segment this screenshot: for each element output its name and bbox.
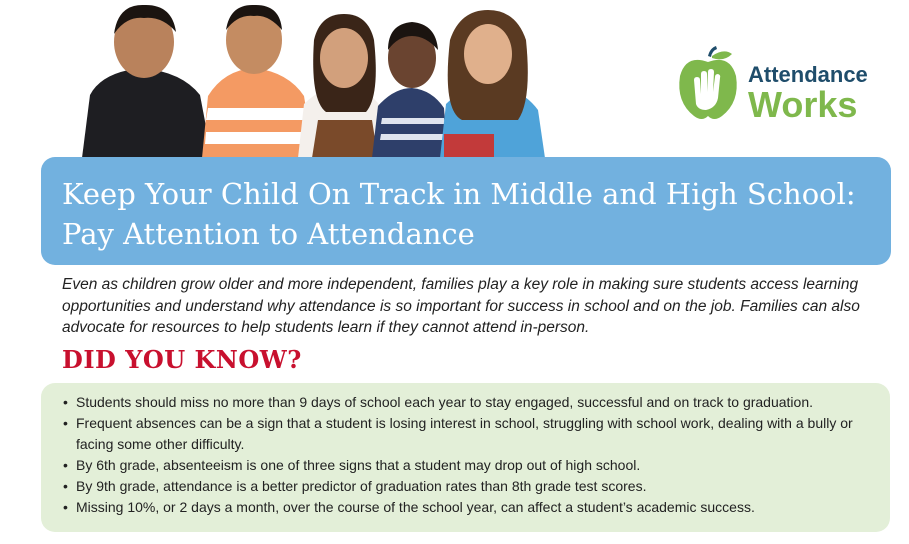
apple-hand-icon bbox=[676, 46, 740, 128]
page-title: Keep Your Child On Track in Middle and High School: Pay Attention to Attendance bbox=[62, 177, 856, 251]
logo-line-1: Attendance bbox=[748, 62, 868, 87]
facts-box bbox=[41, 383, 890, 532]
bullet-icon: • bbox=[63, 499, 68, 515]
intro-paragraph: Even as children grow older and more independent, families play a key role in making sure students access learning opportunities and understand why attendance is so important for success in school and on the job. Families can also advocate for resources to help students learn if they cannot attend in-person. bbox=[62, 276, 860, 336]
bullet-icon: • bbox=[63, 415, 68, 431]
fact-item bbox=[63, 476, 878, 497]
fact-item bbox=[63, 413, 878, 455]
logo-line-2: Works bbox=[748, 84, 858, 125]
title-banner bbox=[41, 157, 891, 265]
fact-item bbox=[63, 455, 878, 476]
fact-text: Frequent absences can be a sign that a student is losing interest in school, struggling with school work, dealing with a bully or facing some other difficulty. bbox=[76, 415, 853, 452]
fact-item bbox=[63, 497, 878, 518]
logo-wordmark bbox=[748, 64, 868, 123]
bullet-icon: • bbox=[63, 457, 68, 473]
attendance-works-logo bbox=[676, 46, 886, 128]
facts-list bbox=[63, 392, 878, 518]
students-photo bbox=[82, 0, 545, 158]
fact-text: Students should miss no more than 9 days of school each year to stay engaged, successful and on track to graduation. bbox=[76, 394, 813, 410]
students-photo-illustration bbox=[82, 0, 545, 158]
fact-text: By 6th grade, absenteeism is one of three signs that a student may drop out of high school. bbox=[76, 457, 641, 473]
fact-text: By 9th grade, attendance is a better predictor of graduation rates than 8th grade test scores. bbox=[76, 478, 647, 494]
fact-text: Missing 10%, or 2 days a month, over the course of the school year, can affect a student’s academic success. bbox=[76, 499, 755, 515]
fact-item bbox=[63, 392, 878, 413]
did-you-know-heading: DID YOU KNOW? bbox=[62, 345, 302, 374]
bullet-icon: • bbox=[63, 394, 68, 410]
bullet-icon: • bbox=[63, 478, 68, 494]
